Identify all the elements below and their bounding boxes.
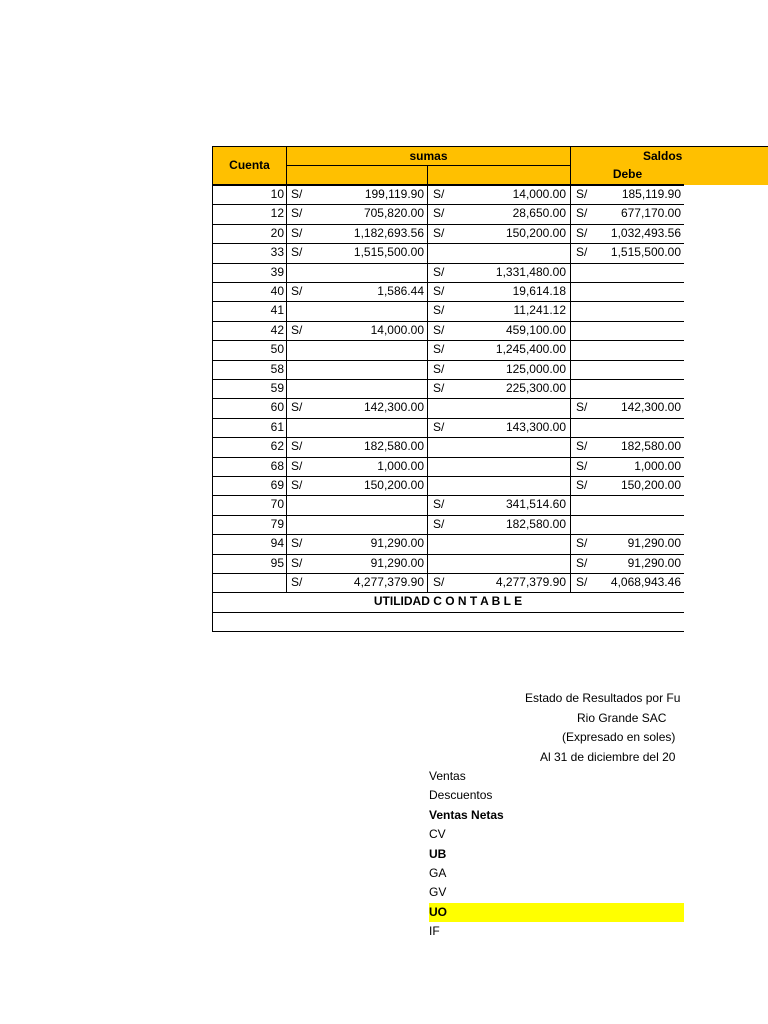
column-divider: [212, 185, 213, 592]
cuenta-cell: 20: [270, 225, 284, 240]
sumas-debe-value: 4,277,379.90: [353, 575, 424, 589]
sumas-haber-value: 459,100.00: [505, 322, 566, 337]
saldo-debe-value: [585, 515, 681, 535]
cuenta-cell: 60: [270, 400, 284, 415]
cuenta-cell: 58: [270, 361, 284, 376]
header-sumas: [286, 146, 571, 166]
currency-symbol: S/: [433, 225, 445, 240]
cuenta-cell: 50: [270, 342, 284, 357]
currency-symbol: S/: [291, 225, 303, 240]
currency-symbol: S/: [576, 555, 588, 570]
saldo-debe-value: [585, 301, 681, 321]
cuenta-cell: 95: [270, 555, 284, 570]
currency-symbol: S/: [576, 478, 588, 492]
sumas-haber-value: 150,200.00: [505, 225, 566, 240]
cuenta-cell: 70: [270, 497, 284, 512]
sumas-debe-value: 1,515,500.00: [353, 245, 424, 260]
row-divider: [212, 398, 684, 399]
currency-symbol: S/: [433, 206, 445, 221]
currency-symbol: S/: [576, 206, 588, 221]
estado-line-descuentos: Descuentos: [429, 788, 493, 803]
currency-symbol: S/: [433, 264, 445, 279]
currency-symbol: S/: [291, 458, 303, 473]
estado-line-ub: UB: [429, 846, 447, 861]
currency-symbol: S/: [433, 303, 445, 318]
saldo-debe-value: [585, 379, 681, 399]
cuenta-cell: 68: [270, 458, 284, 473]
sumas-debe-value: [300, 515, 424, 535]
header-cuenta: [212, 146, 287, 185]
sumas-debe-value: [300, 495, 424, 515]
row-divider: [212, 515, 684, 516]
saldo-debe-value: [585, 418, 681, 438]
sumas-haber-value: 4,277,379.90: [495, 575, 566, 589]
sumas-haber-value: [440, 437, 566, 457]
cuenta-cell: 62: [270, 439, 284, 454]
cuenta-cell: 39: [270, 264, 284, 279]
currency-symbol: S/: [576, 536, 588, 551]
saldo-debe-value: 677,170.00: [620, 206, 681, 221]
currency-symbol: S/: [433, 361, 445, 376]
sumas-debe-value: 1,000.00: [377, 458, 424, 473]
currency-symbol: S/: [291, 555, 303, 570]
header-saldos: [570, 146, 768, 166]
sumas-debe-value: 150,200.00: [363, 478, 424, 492]
cuenta-cell: 33: [270, 245, 284, 260]
sumas-haber-value: 28,650.00: [512, 206, 566, 221]
sumas-debe-value: 14,000.00: [370, 322, 424, 337]
currency-symbol: S/: [433, 419, 445, 434]
currency-symbol: S/: [433, 516, 445, 531]
sumas-debe-value: 91,290.00: [370, 536, 424, 551]
sumas-haber-value: 1,331,480.00: [495, 264, 566, 279]
sumas-haber-value: 182,580.00: [505, 516, 566, 531]
estado-line-cv: CV: [429, 827, 446, 842]
saldo-debe-value: [585, 263, 681, 283]
sumas-haber-value: [440, 554, 566, 574]
currency-symbol: S/: [433, 497, 445, 512]
currency-symbol: S/: [576, 458, 588, 473]
row-divider: [212, 321, 684, 322]
currency-symbol: S/: [433, 187, 445, 201]
row-divider: [212, 612, 684, 613]
row-divider: [212, 495, 684, 496]
sumas-haber-value: [440, 476, 566, 496]
currency-symbol: S/: [576, 400, 588, 415]
sumas-haber-value: 11,241.12: [513, 303, 566, 318]
saldo-debe-value: 1,515,500.00: [610, 245, 681, 260]
estado-line-if: IF: [429, 924, 440, 939]
currency-symbol: S/: [291, 439, 303, 454]
row-divider: [212, 243, 684, 244]
row-divider: [212, 476, 684, 477]
currency-symbol: S/: [291, 478, 303, 492]
saldo-debe-value: 91,290.00: [627, 536, 681, 551]
estado-expresado: (Expresado en soles): [562, 730, 676, 744]
row-divider: [212, 224, 684, 225]
currency-symbol: S/: [576, 187, 588, 201]
currency-symbol: S/: [576, 225, 588, 240]
sumas-haber-value: 143,300.00: [505, 419, 566, 434]
currency-symbol: S/: [433, 575, 445, 589]
row-divider: [212, 437, 684, 438]
header-saldos-ext: [684, 165, 768, 185]
sumas-debe-value: [300, 379, 424, 399]
sumas-haber-value: [440, 243, 566, 263]
saldo-debe-value: 1,000.00: [634, 458, 681, 473]
sumas-haber-value: 1,245,400.00: [495, 342, 566, 357]
header-sumas-label: sumas: [409, 149, 448, 163]
row-divider: [212, 185, 684, 186]
sumas-debe-value: 182,580.00: [363, 439, 424, 454]
saldo-debe-value: [585, 282, 681, 302]
row-divider: [212, 631, 684, 632]
sumas-haber-value: [440, 398, 566, 418]
currency-symbol: S/: [433, 284, 445, 298]
currency-symbol: S/: [576, 575, 588, 589]
header-debe: [570, 165, 684, 185]
currency-symbol: S/: [291, 322, 303, 337]
saldo-debe-value: 150,200.00: [620, 478, 681, 492]
row-divider: [212, 457, 684, 458]
row-divider: [212, 282, 684, 283]
sumas-haber-value: [440, 457, 566, 477]
currency-symbol: S/: [291, 400, 303, 415]
cuenta-cell: 94: [270, 536, 284, 551]
cuenta-cell: 40: [270, 284, 284, 298]
column-divider: [427, 185, 428, 592]
cuenta-cell: 61: [270, 419, 284, 434]
row-divider: [212, 301, 684, 302]
sumas-haber-value: 125,000.00: [505, 361, 566, 376]
row-divider: [212, 340, 684, 341]
column-divider: [570, 185, 571, 592]
estado-company: Rio Grande SAC: [577, 711, 667, 725]
sumas-debe-value: [300, 418, 424, 438]
sumas-haber-value: 225,300.00: [505, 381, 566, 395]
saldo-debe-value: 185,119.90: [621, 187, 681, 201]
sumas-debe-value: [300, 360, 424, 380]
cuenta-cell: 69: [270, 478, 284, 492]
column-divider: [212, 592, 213, 631]
cuenta-cell: 59: [270, 381, 284, 395]
row-divider: [212, 360, 684, 361]
currency-symbol: S/: [291, 284, 303, 298]
cuenta-cell: 10: [270, 187, 284, 201]
sumas-debe-value: 142,300.00: [363, 400, 424, 415]
row-divider: [212, 204, 684, 205]
estado-line-ga: GA: [429, 866, 447, 880]
saldo-debe-value: 142,300.00: [620, 400, 681, 415]
cuenta-cell: 42: [270, 322, 284, 337]
estado-line-ventas-netas: Ventas Netas: [429, 807, 504, 822]
currency-symbol: S/: [291, 187, 303, 201]
sumas-haber-value: 14,000.00: [512, 187, 566, 201]
estado-title: Estado de Resultados por Fu: [525, 691, 681, 705]
cuenta-cell: 79: [270, 516, 284, 531]
sumas-debe-value: [300, 263, 424, 283]
column-divider: [286, 185, 287, 592]
sumas-debe-value: 705,820.00: [363, 206, 424, 221]
sumas-haber-value: 341,514.60: [505, 497, 566, 512]
currency-symbol: S/: [433, 342, 445, 357]
cuenta-cell: 12: [270, 206, 284, 221]
saldo-debe-value: 91,290.00: [627, 555, 681, 570]
sumas-debe-value: 199,119.90: [364, 187, 424, 201]
sumas-haber-value: [440, 534, 566, 554]
sumas-debe-value: [300, 340, 424, 360]
sumas-debe-value: 1,586.44: [377, 284, 424, 298]
saldo-debe-value: 182,580.00: [620, 439, 681, 454]
currency-symbol: S/: [576, 439, 588, 454]
currency-symbol: S/: [291, 536, 303, 551]
header-sumas-sub-right: [427, 165, 571, 185]
saldo-debe-value: 4,068,943.46: [610, 575, 681, 589]
currency-symbol: S/: [433, 381, 445, 395]
estado-line-ventas: Ventas: [429, 769, 466, 783]
row-divider: [212, 534, 684, 535]
currency-symbol: S/: [291, 245, 303, 260]
header-sumas-sub-left: [286, 165, 428, 185]
saldo-debe-value: [585, 495, 681, 515]
row-divider: [212, 418, 684, 419]
row-divider: [212, 573, 684, 574]
sumas-debe-value: [300, 301, 424, 321]
row-divider: [212, 263, 684, 264]
header-cuenta-label: Cuenta: [229, 158, 270, 172]
sumas-debe-value: 1,182,693.56: [353, 225, 424, 240]
currency-symbol: S/: [291, 575, 303, 589]
estado-line-gv: GV: [429, 885, 447, 900]
saldo-debe-value: [585, 360, 681, 380]
cuenta-cell: 41: [270, 303, 284, 318]
sumas-haber-value: 19,614.18: [512, 284, 566, 298]
currency-symbol: S/: [576, 245, 588, 260]
header-saldos-label: Saldos: [643, 149, 683, 163]
utilidad-contable-label: UTILIDAD C O N T A B L E: [373, 594, 523, 609]
sumas-debe-value: 91,290.00: [370, 555, 424, 570]
currency-symbol: S/: [291, 206, 303, 221]
estado-fecha: Al 31 de diciembre del 20: [540, 750, 676, 764]
estado-line-uo: UO: [429, 903, 684, 922]
header-debe-label: Debe: [612, 167, 643, 181]
saldo-debe-value: [585, 340, 681, 360]
row-divider: [212, 554, 684, 555]
saldo-debe-value: [585, 321, 681, 341]
saldo-debe-value: 1,032,493.56: [610, 225, 681, 240]
currency-symbol: S/: [433, 322, 445, 337]
row-divider: [212, 379, 684, 380]
